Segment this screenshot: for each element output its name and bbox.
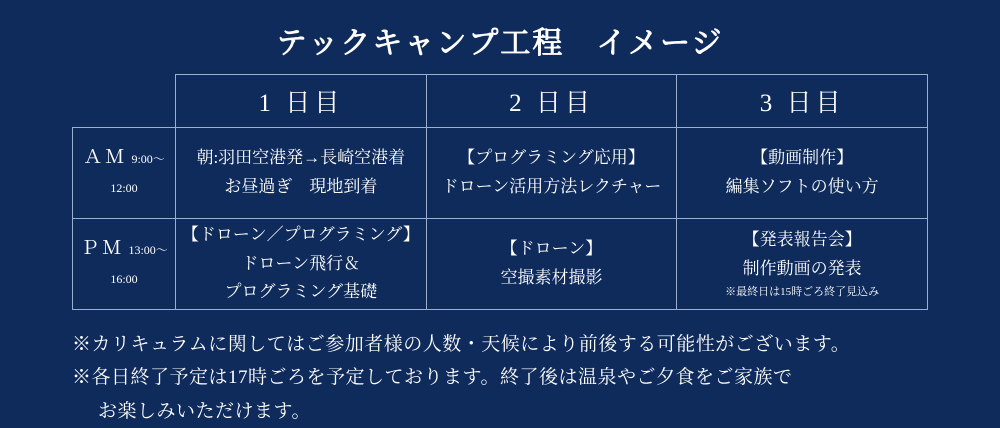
page-title: テックキャンプ工程 イメージ xyxy=(276,27,724,60)
cell-line: プログラミング基礎 xyxy=(224,282,378,302)
cell-pm-day1 xyxy=(176,219,427,310)
header-corner-cell xyxy=(73,75,176,128)
cell-line: 編集ソフトの使い方 xyxy=(725,177,879,196)
row-header-am xyxy=(73,128,176,219)
cell-line: 【ドローン】 xyxy=(500,239,603,259)
note-line-3: お楽しみいただけます。 xyxy=(98,400,311,422)
note-line-2: ※各日終了予定は17時ごろを予定しております。終了後は温泉やご夕食をご家族で xyxy=(72,367,793,389)
time-range-pm: 13:00〜16:00 xyxy=(110,243,168,286)
cell-pm-day2 xyxy=(426,219,677,310)
column-header-day3: 3 日目 xyxy=(677,75,928,128)
note-line-1: ※カリキュラムに関してはご参加者様の人数・天候により前後する可能性がございます。 xyxy=(72,334,851,355)
table-row xyxy=(73,219,928,310)
cell-line: ドローン活用方法レクチャー xyxy=(441,177,662,196)
cell-line: 制作動画の発表 xyxy=(742,259,862,279)
column-header-day1: 1 日目 xyxy=(176,75,427,128)
table-row xyxy=(73,128,928,219)
row-header-pm xyxy=(73,219,176,310)
cell-am-day2 xyxy=(426,128,677,219)
table-header-row xyxy=(73,75,928,128)
schedule-table-wrapper xyxy=(0,74,1000,310)
cell-am-day3 xyxy=(677,128,928,219)
cell-line: ドローン飛行＆ xyxy=(241,253,361,273)
period-label-pm: ＰＭ xyxy=(80,238,125,260)
cell-pm-day3 xyxy=(677,219,928,310)
time-range-am: 9:00〜12:00 xyxy=(110,152,165,195)
cell-line: 【プログラミング応用】 xyxy=(458,148,645,168)
period-label-am: ＡＭ xyxy=(83,147,128,169)
schedule-table xyxy=(72,74,928,310)
notes-section xyxy=(0,310,1000,428)
cell-line: 【動画制作】 xyxy=(751,148,854,168)
cell-line: 空撮素材撮影 xyxy=(500,268,603,287)
table-body xyxy=(73,128,928,310)
cell-line: 【ドローン／プログラミング】 xyxy=(181,224,420,244)
cell-line: 【発表報告会】 xyxy=(742,230,862,250)
cell-footnote: ※最終日は15時ごろ終了見込み xyxy=(725,286,880,299)
cell-line: 朝:羽田空港発→長崎空港着 xyxy=(196,148,406,168)
cell-line: お昼過ぎ 現地到着 xyxy=(224,177,378,196)
table-header xyxy=(73,75,928,128)
cell-am-day1 xyxy=(176,128,427,219)
column-header-day2: 2 日目 xyxy=(426,75,677,128)
